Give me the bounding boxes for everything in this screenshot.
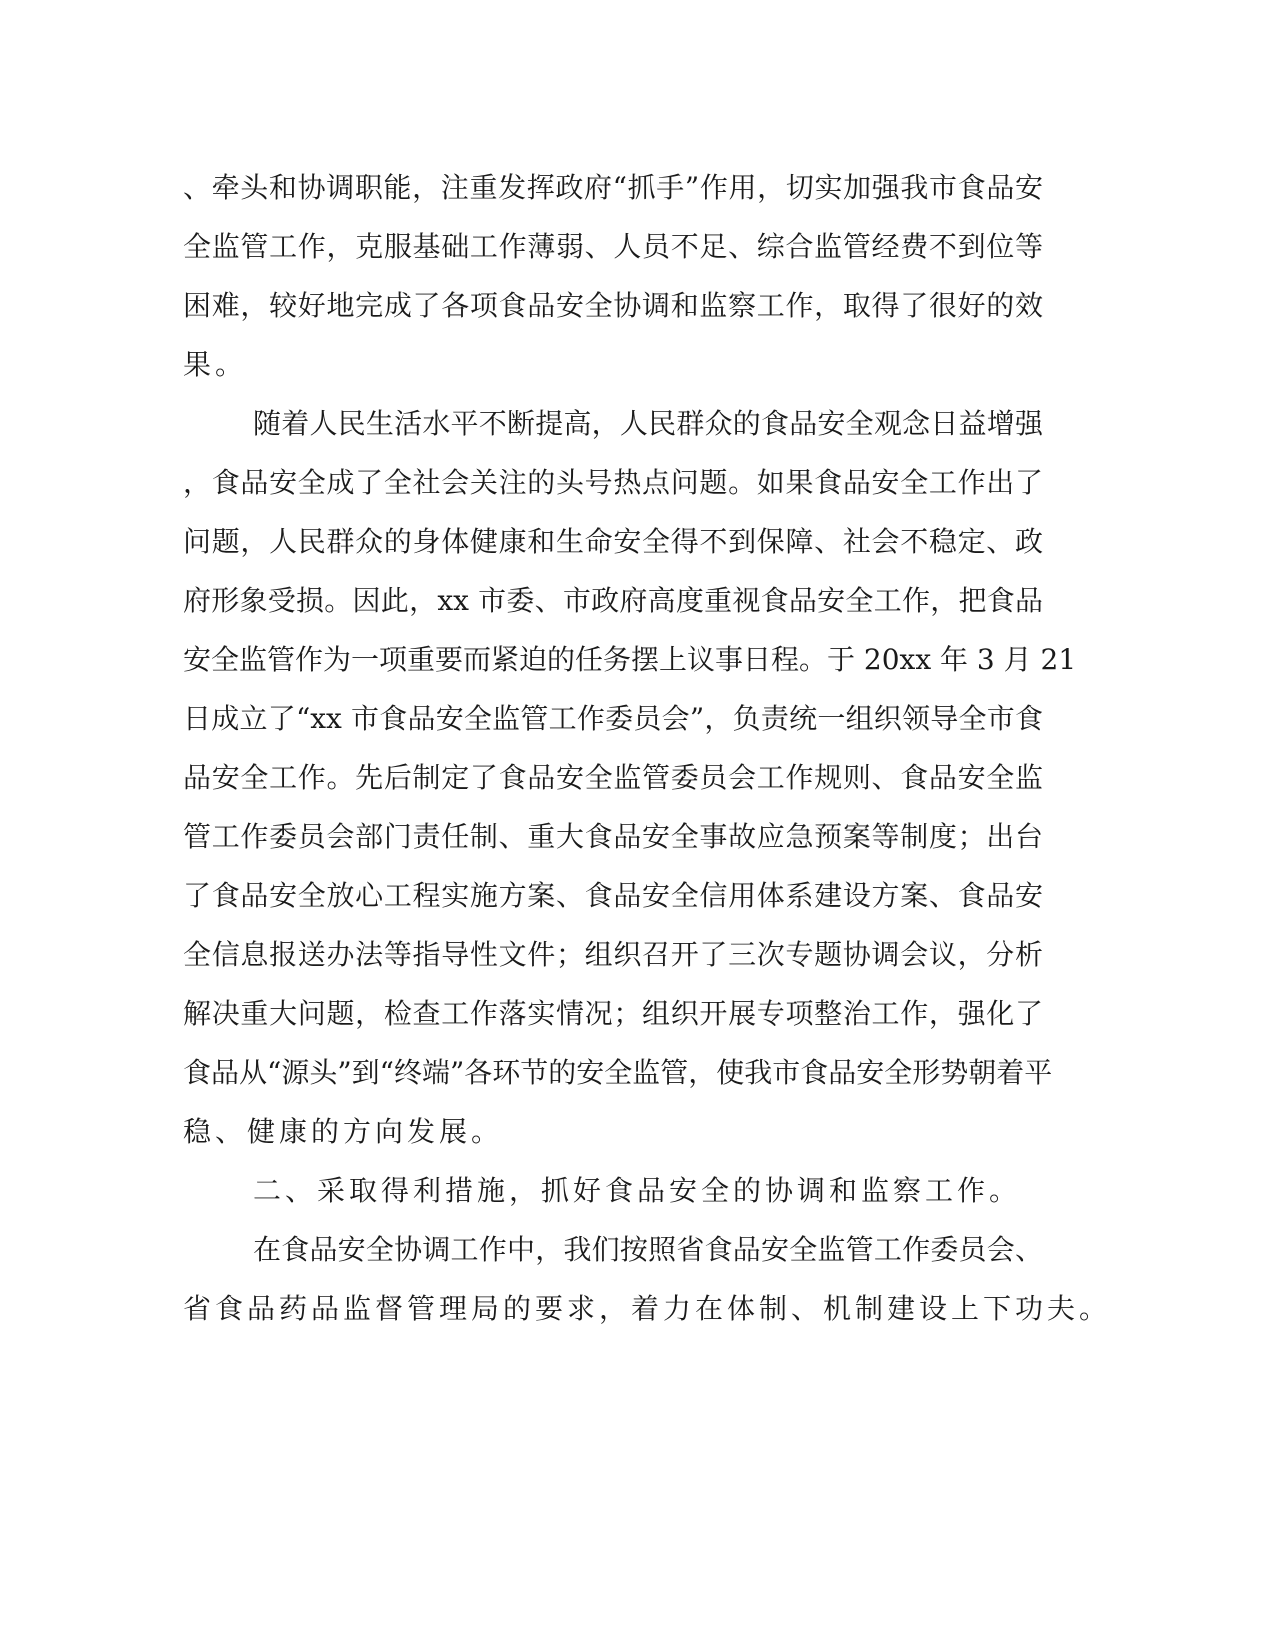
text-line: 、牵头和协调职能，注重发挥政府“抓手”作用，切实加强我市食品安	[183, 171, 1043, 204]
section-heading: 二、采取得利措施，抓好食品安全的协调和监察工作。	[253, 1174, 1022, 1207]
text-line: 品安全工作。先后制定了食品安全监管委员会工作规则、食品安全监	[183, 761, 1043, 794]
text-line: 全监管工作，克服基础工作薄弱、人员不足、综合监管经费不到位等	[183, 230, 1043, 263]
text-line: 困难，较好地完成了各项食品安全协调和监察工作，取得了很好的效	[183, 289, 1043, 322]
text-line: 稳、健康的方向发展。	[183, 1115, 504, 1148]
text-line: 解决重大问题，检查工作落实情况；组织开展专项整治工作，强化了	[183, 997, 1043, 1030]
text-line: 省食品药品监督管理局的要求，着力在体制、机制建设上下功夫。	[183, 1292, 1112, 1325]
paragraph-start-line: 在食品安全协调工作中，我们按照省食品安全监管工作委员会、	[253, 1233, 1043, 1266]
text-line: 府形象受损。因此，xx 市委、市政府高度重视食品安全工作，把食品	[183, 584, 1043, 617]
text-line: 安全监管作为一项重要而紧迫的任务摆上议事日程。于 20xx 年 3 月 21	[183, 643, 1077, 676]
text-line: 问题，人民群众的身体健康和生命安全得不到保障、社会不稳定、政	[183, 525, 1043, 558]
text-line: 了食品安全放心工程实施方案、食品安全信用体系建设方案、食品安	[183, 879, 1043, 912]
paragraph-start-line: 随着人民生活水平不断提高，人民群众的食品安全观念日益增强	[253, 407, 1043, 440]
text-line: ，食品安全成了全社会关注的头号热点问题。如果食品安全工作出了	[183, 466, 1043, 499]
body-text	[183, 158, 1112, 1338]
text-line: 全信息报送办法等指导性文件；组织召开了三次专题协调会议，分析	[183, 938, 1043, 971]
text-line: 食品从“源头”到“终端”各环节的安全监管，使我市食品安全形势朝着平	[183, 1056, 1053, 1089]
text-line: 果。	[183, 348, 248, 381]
text-line: 日成立了“xx 市食品安全监管工作委员会”，负责统一组织领导全市食	[183, 702, 1043, 735]
text-line: 管工作委员会部门责任制、重大食品安全事故应急预案等制度；出台	[183, 820, 1043, 853]
